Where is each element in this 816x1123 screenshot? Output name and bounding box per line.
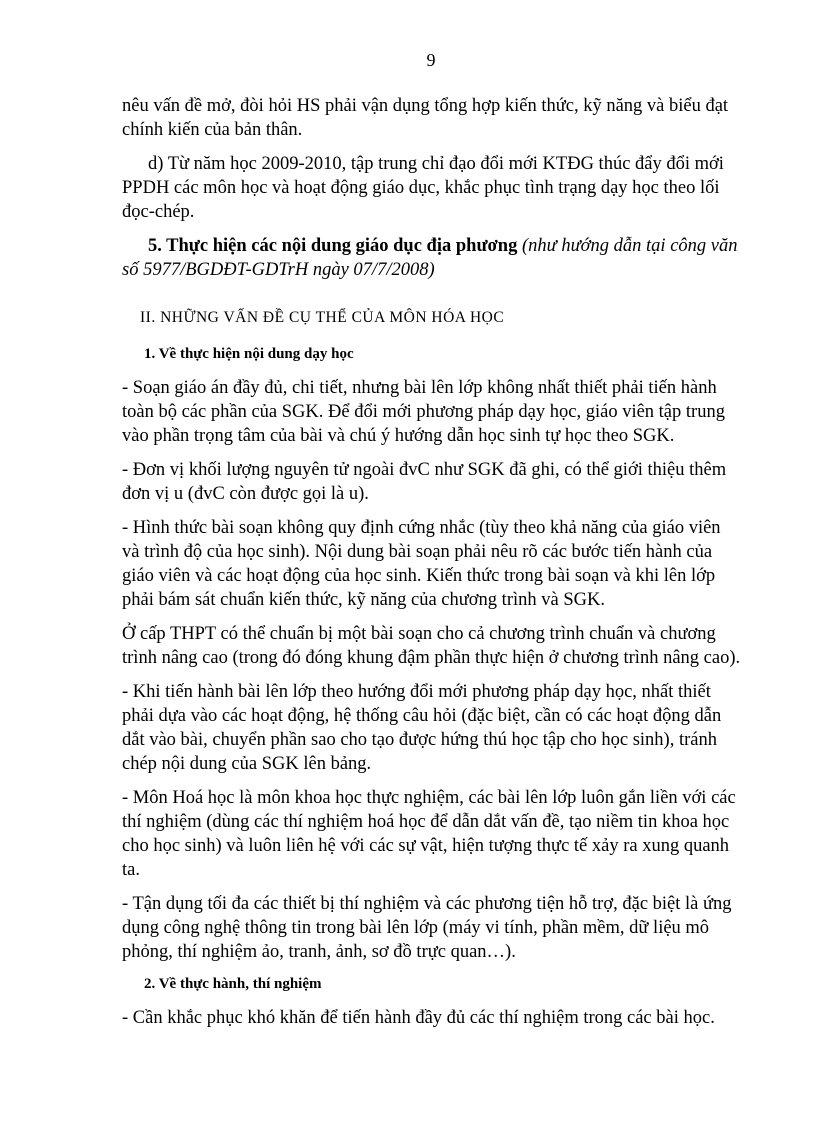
list-item: - Môn Hoá học là môn khoa học thực nghiệm, các bài lên lớp luôn gắn liền với các thí nghiệm (dùng các thí nghiệm hoá học để dẫn dắt vấn đề, tạo niềm tin khoa học cho học sinh) và luôn liên hệ với các sự vật, hiện tượng thực tế xảy ra xung quanh ta.	[122, 788, 736, 880]
paragraph-5-reference: (như hướng dẫn tại công văn số 5977/BGDĐT-GDTrH ngày 07/7/2008)	[122, 236, 738, 280]
list-item: - Tận dụng tối đa các thiết bị thí nghiệm và các phương tiện hỗ trợ, đặc biệt là ứng dụng công nghệ thông tin trong bài lên lớp (máy vi tính, phần mềm, dữ liệu mô phỏng, thí nghiệm ảo, tranh, ảnh, sơ đồ trực quan…).	[122, 894, 732, 962]
list-item: - Cần khắc phục khó khăn để tiến hành đầy đủ các thí nghiệm trong các bài học.	[122, 1008, 715, 1028]
list-item: - Đơn vị khối lượng nguyên tử ngoài đvC như SGK đã ghi, có thể giới thiệu thêm đơn vị u (đvC còn được gọi là u).	[122, 460, 727, 504]
list-item: Ở cấp THPT có thể chuẩn bị một bài soạn cho cả chương trình chuẩn và chương trình nâng cao (trong đó đóng khung đậm phần thực hiện ở chương trình nâng cao).	[122, 624, 741, 668]
document-body	[122, 94, 742, 1040]
paragraph-5	[122, 234, 742, 282]
paragraph-d: d) Từ năm học 2009-2010, tập trung chỉ đạo đổi mới KTĐG thúc đẩy đổi mới PPDH các môn học và hoạt động giáo dục, khắc phục tình trạng dạy học theo lối đọc-chép.	[122, 154, 724, 222]
paragraph-continuation: nêu vấn đề mở, đòi hỏi HS phải vận dụng tổng hợp kiến thức, kỹ năng và biểu đạt chính kiến của bản thân.	[122, 96, 729, 140]
list-item: - Hình thức bài soạn không quy định cứng nhắc (tùy theo khả năng của giáo viên và trình độ của học sinh). Nội dung bài soạn phải nêu rõ các bước tiến hành của giáo viên và các hoạt động của học sinh. Kiến thức trong bài soạn và khi lên lớp phải bám sát chuẩn kiến thức, kỹ năng của chương trình và SGK.	[122, 518, 721, 610]
subheading-2: 2. Về thực hành, thí nghiệm	[144, 976, 322, 992]
section-title: II. NHỮNG VẤN ĐỀ CỤ THỂ CỦA MÔN HÓA HỌC	[140, 309, 505, 326]
list-item: - Soạn giáo án đầy đủ, chi tiết, nhưng bài lên lớp không nhất thiết phải tiến hành toàn bộ các phần của SGK. Để đổi mới phương pháp dạy học, giáo viên tập trung vào phần trọng tâm của bài và chú ý hướng dẫn học sinh tự học theo SGK.	[122, 378, 725, 446]
list-item: - Khi tiến hành bài lên lớp theo hướng đổi mới phương pháp dạy học, nhất thiết phải dựa vào các hoạt động, hệ thống câu hỏi (đặc biệt, cần có các hoạt động dẫn dắt vào bài, chuyển phần sao cho tạo được hứng thú học tập cho học sinh), tránh chép nội dung của SGK lên bảng.	[122, 682, 722, 774]
page-number: 9	[426, 50, 436, 70]
paragraph-5-heading: 5. Thực hiện các nội dung giáo dục địa phương	[148, 236, 518, 256]
subheading-1: 1. Về thực hiện nội dung dạy học	[144, 346, 354, 362]
